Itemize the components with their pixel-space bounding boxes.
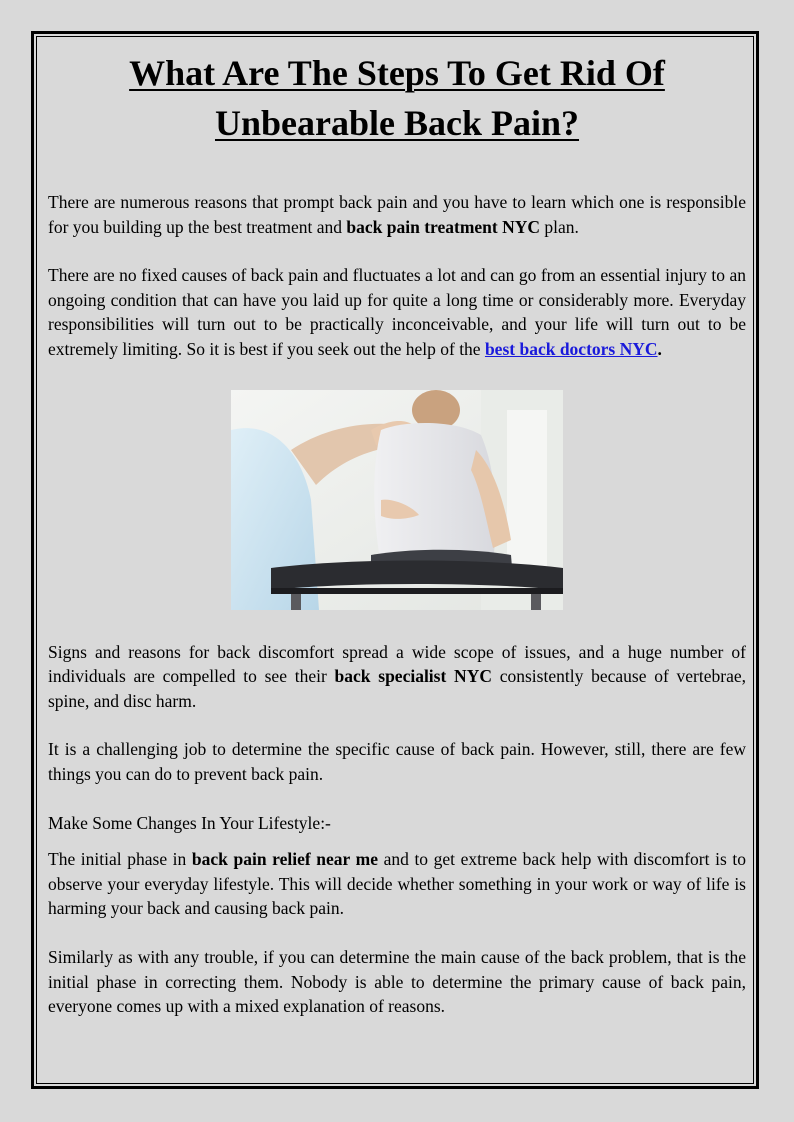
paragraph-signs <box>48 640 746 714</box>
page-title <box>48 48 746 148</box>
best-back-doctors-link[interactable]: best back doctors NYC <box>484 338 658 359</box>
paragraph-lifestyle-text: The initial phase in <box>48 849 192 870</box>
paragraph-intro-end: plan. <box>540 216 579 237</box>
paragraph-conclusion: Similarly as with any trouble, if you can determine the main cause of the back problem, that is the initial phase in correcting them. Nobody is able to determine the primary cause of back pain, everyone comes up with a mixed explanation of reasons. <box>48 946 746 1017</box>
paragraph-intro-text: There are numerous reasons that prompt back pain and you have to learn which one is responsible for you building up the best treatment and <box>48 192 746 237</box>
keyword-back-specialist: back specialist NYC <box>334 666 492 687</box>
paragraph-signs-text: Signs and reasons for back discomfort spread a wide scope of issues, and a huge number of individuals are compelled to see their <box>48 641 746 687</box>
paragraph-causes-text: There are no fixed causes of back pain and fluctuates a lot and can go from an essential injury to an ongoing condition that can have you laid up for quite a long time or considerably more. Everyday responsibilities will turn out to be practically inconceivable, and your life will turn out to be extremely limiting. So it is best if you seek out the help of the <box>48 265 746 359</box>
title-line-2: Unbearable Back Pain? <box>214 103 580 143</box>
section-subheading: Make Some Changes In Your Lifestyle:- <box>48 812 331 833</box>
paragraph-causes <box>48 263 746 361</box>
keyword-back-pain-relief: back pain relief near me <box>191 849 378 870</box>
paragraph-causes-end: . <box>657 338 662 359</box>
keyword-back-pain-treatment: back pain treatment NYC <box>346 216 541 237</box>
paragraph-challenge: It is a challenging job to determine the specific cause of back pain. However, still, there are few things you can do to prevent back pain. <box>48 739 746 784</box>
paragraph-lifestyle-end: and to get extreme back help with discomfort is to observe your everyday lifestyle. This will decide whether something in your work or way of life is harming your back and causing back pain. <box>48 849 746 919</box>
document-content <box>48 48 746 1019</box>
paragraph-intro <box>48 190 746 239</box>
title-line-1: What Are The Steps To Get Rid Of <box>129 53 665 93</box>
paragraph-signs-end: consistently because of vertebrae, spine, and disc harm. <box>48 666 746 711</box>
back-examination-photo-icon <box>231 390 563 610</box>
paragraph-lifestyle <box>48 847 746 921</box>
back-examination-image <box>231 390 563 610</box>
